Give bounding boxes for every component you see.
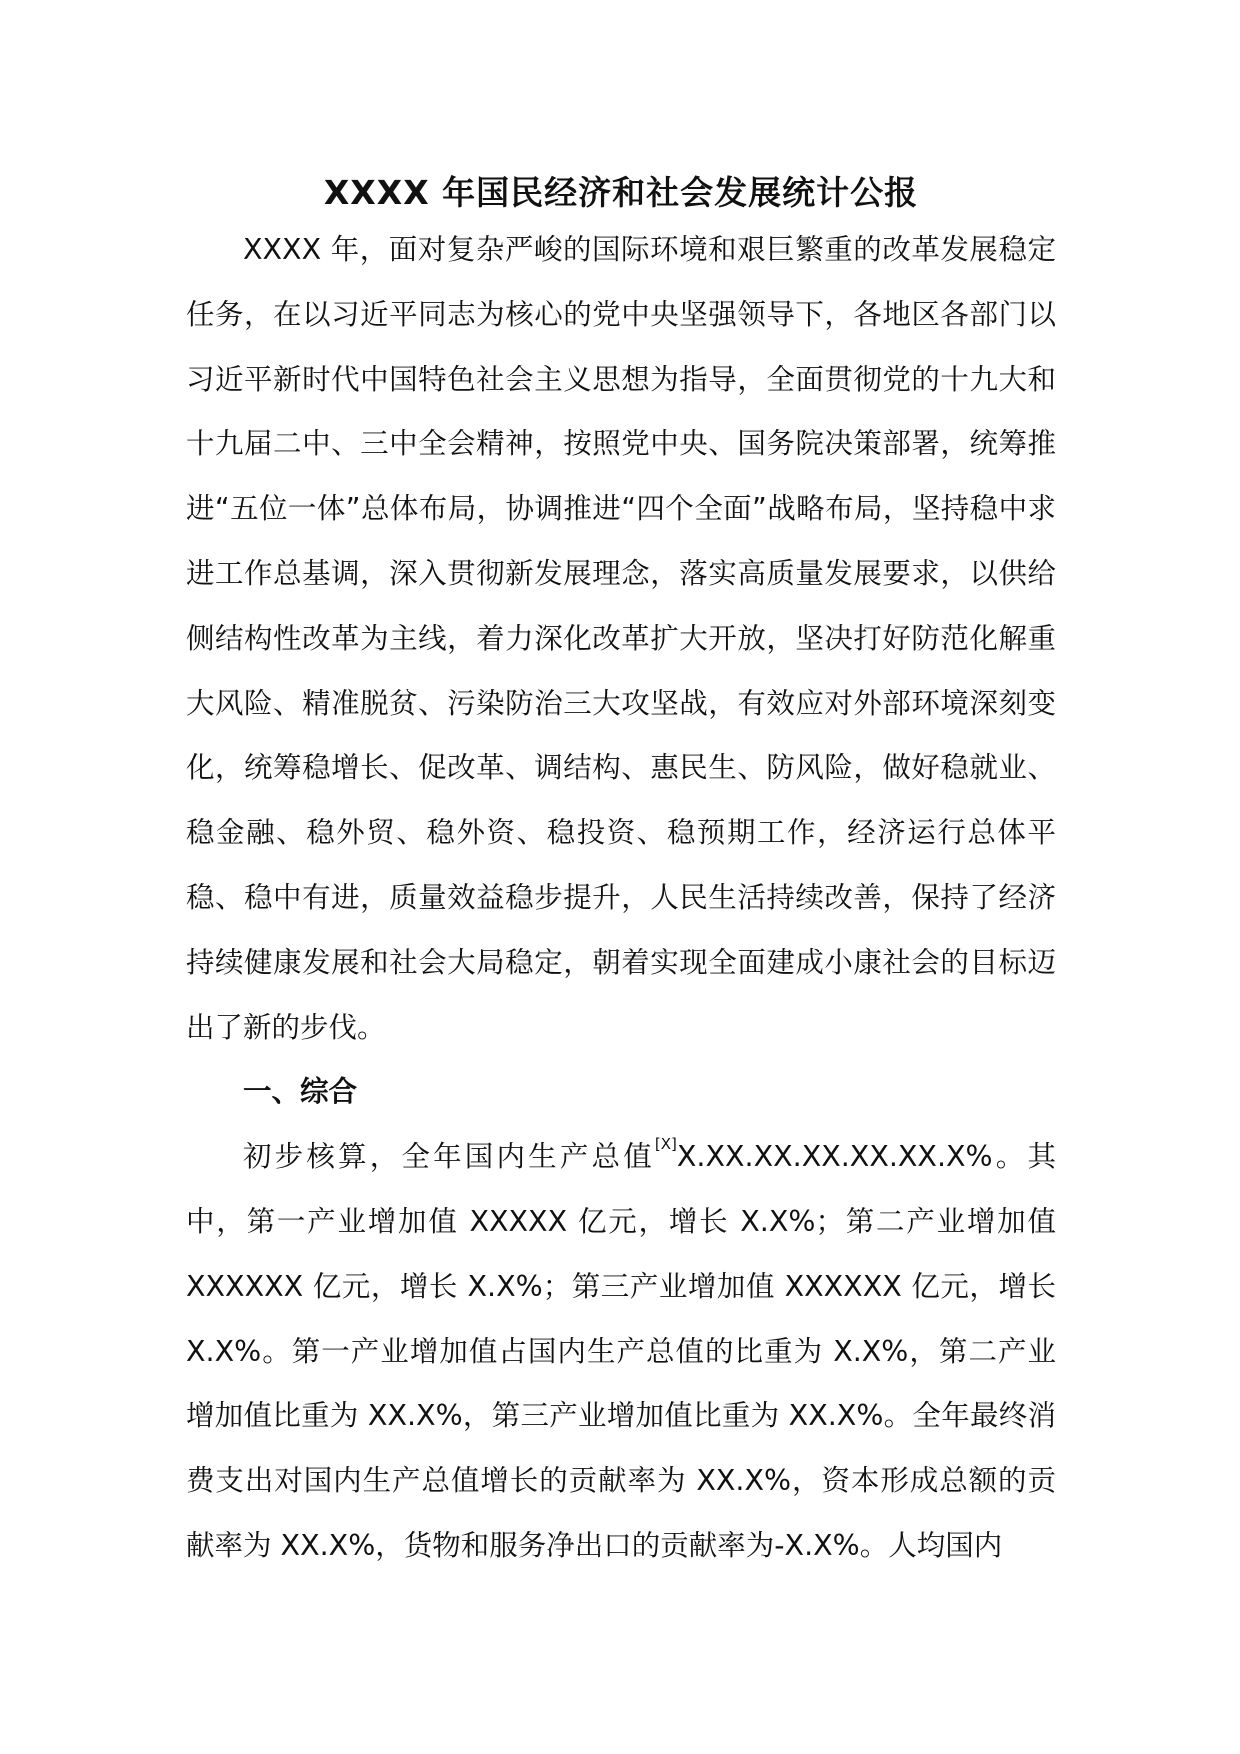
paragraph-text-rest: X.XX.XX.XX.XX.XX.X%。其中，第一产业增加值 XXXXX 亿元，增长 X.X%；第二产业增加值 XXXXXX 亿元，增长 X.X%；第三产业增加值 XXXXXX 亿元，增长 X.X%。第一产业增加值占国内生产总值的比重为 X.X%，第二产业增加值比重为 XX.X%，第三产业增加值比重为 XX.X%。全年最终消费支出对国内生产总值增长的贡献率为 XX.X%，资本形成总额的贡献率为 XX.X%，货物和服务净出口的贡献率为-X.X%。人均国内 — [186, 1140, 1056, 1562]
section-heading: 一、综合 — [243, 1075, 358, 1109]
document-body — [186, 168, 1056, 1579]
section-paragraph — [186, 1125, 1056, 1579]
intro-paragraph: XXXX 年，面对复杂严峻的国际环境和艰巨繁重的改革发展稳定任务，在以习近平同志为核心的党中央坚强领导下，各地区各部门以习近平新时代中国特色社会主义思想为指导，全面贯彻党的十九大和十九届二中、三中全会精神，按照党中央、国务院决策部署，统筹推进“五位一体”总体布局，协调推进“四个全面”战略布局，坚持稳中求进工作总基调，深入贯彻新发展理念，落实高质量发展要求，以供给侧结构性改革为主线，着力深化改革扩大开放，坚决打好防范化解重大风险、精准脱贫、污染防治三大攻坚战，有效应对外部环境深刻变化，统筹稳增长、促改革、调结构、惠民生、防风险，做好稳就业、稳金融、稳外贸、稳外资、稳投资、稳预期工作，经济运行总体平稳、稳中有进，质量效益稳步提升，人民生活持续改善，保持了经济持续健康发展和社会大局稳定，朝着实现全面建成小康社会的目标迈出了新的步伐。 — [186, 233, 1056, 1044]
paragraph-text-start: 初步核算，全年国内生产总值 — [243, 1140, 655, 1174]
footnote-marker: [X] — [654, 1135, 677, 1154]
document-title: XXXX 年国民经济和社会发展统计公报 — [323, 173, 919, 212]
